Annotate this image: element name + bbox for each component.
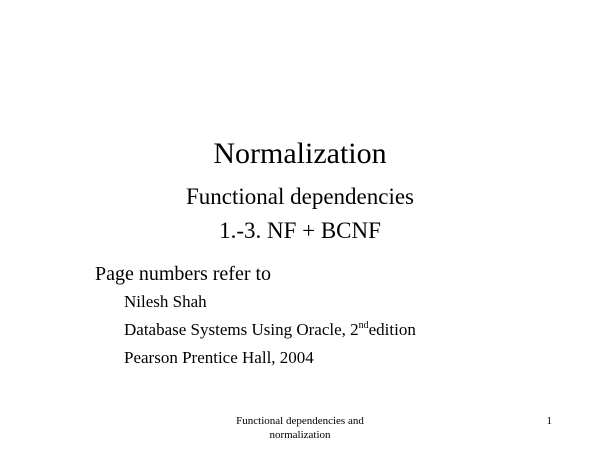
reference-book-ordinal: nd bbox=[358, 320, 369, 331]
footer-caption bbox=[180, 414, 420, 442]
reference-publisher: Pearson Prentice Hall, 2004 bbox=[124, 348, 314, 367]
reference-book bbox=[95, 319, 575, 341]
lead-text: Page numbers refer to bbox=[95, 263, 272, 285]
subtitle-line-1: Functional dependencies bbox=[185, 184, 414, 209]
slide-body bbox=[95, 261, 575, 369]
reference-book-edition: edition bbox=[368, 320, 416, 339]
footer-caption-line-2: normalization bbox=[269, 429, 331, 441]
footer-caption-line-1: Functional dependencies and bbox=[236, 415, 364, 427]
reference-book-title: Database Systems Using Oracle, 2 bbox=[124, 320, 359, 339]
page-number: 1 bbox=[546, 415, 552, 427]
subtitle-line-2: 1.-3. NF + BCNF bbox=[219, 218, 381, 243]
slide-title: Normalization bbox=[213, 137, 387, 170]
reference-author: Nilesh Shah bbox=[124, 292, 207, 311]
